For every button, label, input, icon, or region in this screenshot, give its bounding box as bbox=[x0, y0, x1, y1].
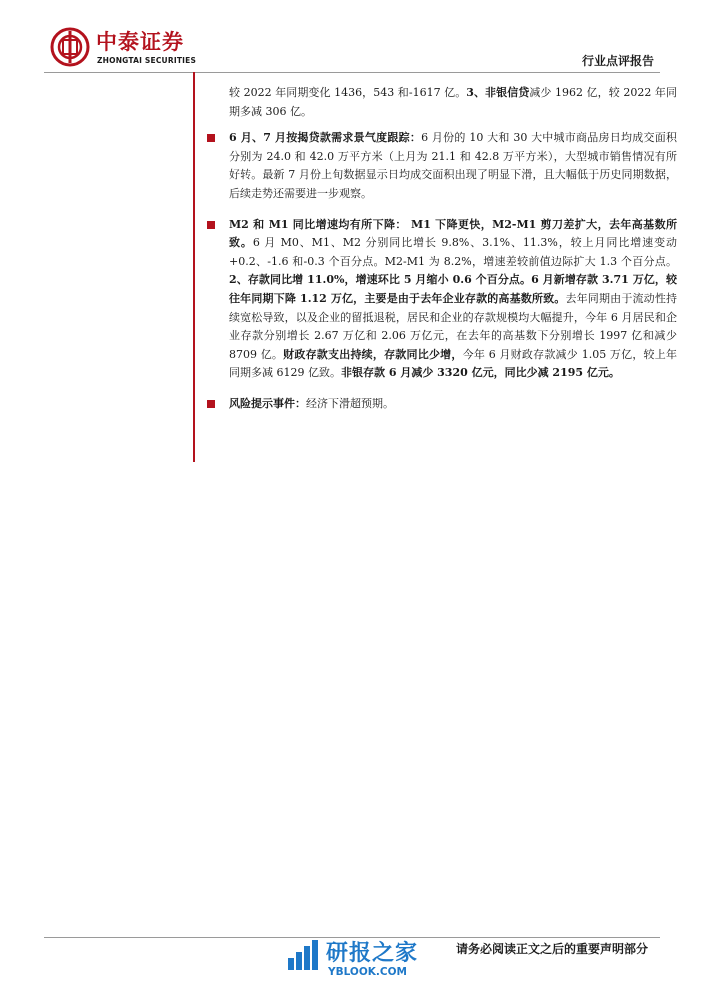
logo-text: 中泰证券 bbox=[96, 30, 184, 54]
report-body bbox=[207, 84, 677, 426]
text-run: 今年 6 月财政存款减少 1.05 万亿，较上年同期多减 6129 亿致。 bbox=[229, 347, 677, 380]
text-run: 去年同期由于流动性持续宽松导致，以及企业的留抵退税，居民和企业的存款规模均大幅提升，今年 6 月居民和企业存款分别增长 2.67 万亿和 2.06 万亿元，在去年的高基数下分别增长 1997 亿和减少 8709 亿。 bbox=[229, 291, 678, 361]
header-divider bbox=[44, 72, 660, 73]
page-header bbox=[0, 0, 702, 80]
footer-disclaimer: 请务必阅读正文之后的重要声明部分 bbox=[456, 942, 649, 956]
sidebar-accent-line bbox=[193, 72, 195, 462]
text-run: 6 月份的 10 大和 30 大中城市商品房日均成交面积分别为 24.0 和 42.0 万平方米（上月为 21.1 和 42.8 万平方米），大型城市销售情况有所好转。最新 7 月份上旬数据显示日均成交面积出现了明显下滑，且大幅低于历史同期数据，后续走势还需要进一步观察。 bbox=[229, 131, 678, 200]
paragraph bbox=[207, 129, 677, 203]
bold-text-run: 非银存款 6 月减少 3320 亿元，同比少减 2195 亿元。 bbox=[341, 366, 620, 380]
bold-text-run: 财政存款支出持续，存款同比少增， bbox=[283, 347, 463, 361]
bold-text-run: 6 月、7 月按揭贷款需求景气度跟踪： bbox=[229, 131, 422, 145]
watermark bbox=[286, 934, 446, 990]
bullet-square-icon bbox=[207, 134, 215, 142]
text-run: 经济下滑超预期。 bbox=[306, 396, 394, 410]
bullet-square-icon bbox=[207, 400, 215, 408]
bold-text-run: 3、非银信贷 bbox=[466, 86, 530, 99]
report-type-label: 行业点评报告 bbox=[581, 54, 654, 68]
bold-text-run: M2 和 M1 同比增速均有所下降： M1 下降更快，M2-M1 剪刀差扩大，去年高基数所致。 bbox=[229, 217, 677, 250]
bullet-square-icon bbox=[207, 221, 215, 229]
logo-english-text: ZHONGTAI SECURITIES bbox=[97, 56, 197, 65]
paragraph bbox=[207, 84, 677, 121]
watermark-text: 研报之家 bbox=[326, 941, 419, 966]
bar-chart-icon bbox=[286, 936, 322, 972]
paragraph bbox=[207, 216, 677, 383]
paragraph bbox=[207, 395, 677, 414]
text-run: 较 2022 年同期变化 1436，543 和-1617 亿。 bbox=[229, 86, 467, 99]
bold-text-run: 2、存款同比增 11.0%，增速环比 5 月缩小 0.6 个百分点。6 月新增存款 3.71 万亿，较往年同期下降 1.12 万亿，主要是由于去年企业存款的高基数所致。 bbox=[229, 273, 677, 305]
zhongtai-logo-icon bbox=[50, 27, 90, 67]
text-run: 6 月 M0、M1、M2 分别同比增长 9.8%、3.1%、11.3%，较上月同比增速变动+0.2、-1.6 和-0.3 个百分点。M2-M1 为 8.2%，增速差较前值边际扩大 1.3 个百分点。 bbox=[229, 236, 678, 268]
watermark-url: YBLOOK.COM bbox=[328, 966, 407, 978]
bold-text-run: 风险提示事件： bbox=[229, 396, 306, 410]
text-run: 减少 1962 亿，较 2022 年同期多减 306 亿。 bbox=[229, 86, 677, 118]
